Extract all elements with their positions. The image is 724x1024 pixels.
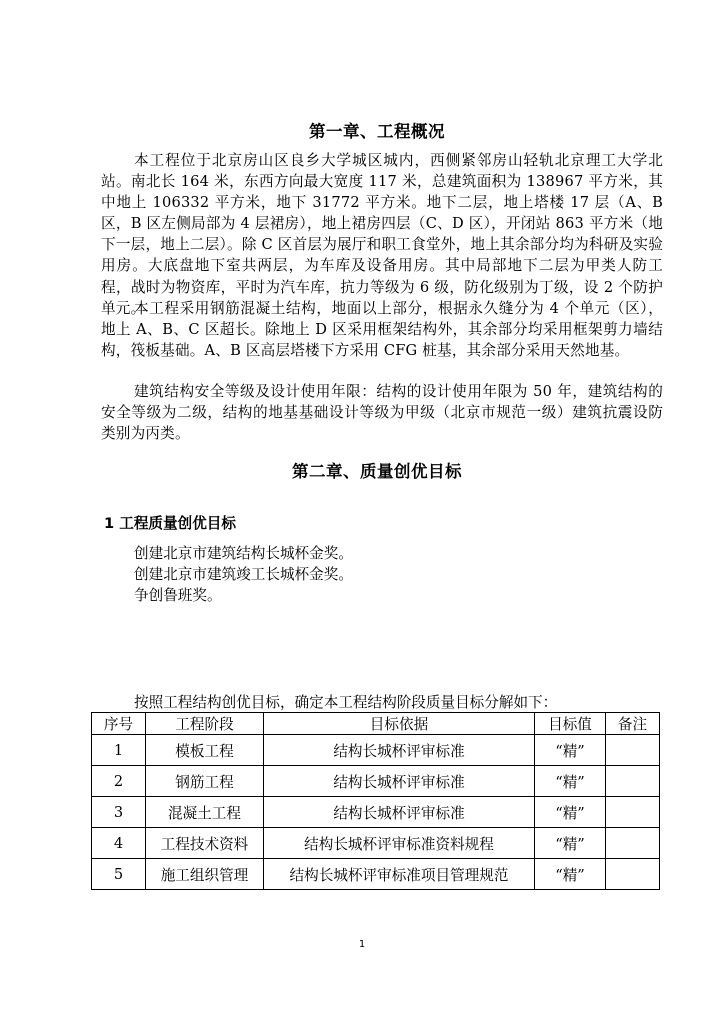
cell-remarks — [606, 797, 660, 828]
cell-index: 3 — [92, 797, 146, 828]
chapter-1-title: 第一章、工程概况 — [309, 122, 445, 141]
header-target: 目标值 — [535, 713, 606, 735]
goal-item: 创建北京市建筑结构长城杯金奖。 — [134, 545, 353, 562]
cell-basis: 结构长城杯评审标准 — [264, 766, 535, 797]
cell-remarks — [606, 735, 660, 766]
header-index: 序号 — [92, 713, 146, 735]
header-stage: 工程阶段 — [146, 713, 264, 735]
cell-target: “精” — [535, 828, 606, 859]
cell-basis: 结构长城杯评审标准 — [264, 797, 535, 828]
cell-index: 1 — [92, 735, 146, 766]
quality-goals-list — [134, 543, 353, 606]
cell-remarks — [606, 828, 660, 859]
chapter-2-title: 第二章、质量创优目标 — [292, 462, 462, 481]
cell-stage: 工程技术资料 — [146, 828, 264, 859]
cell-stage: 模板工程 — [146, 735, 264, 766]
cell-stage: 钢筋工程 — [146, 766, 264, 797]
table-row — [92, 766, 660, 797]
goal-item: 创建北京市建筑竣工长城杯金奖。 — [134, 566, 353, 583]
cell-target: “精” — [535, 766, 606, 797]
cell-remarks — [606, 766, 660, 797]
page-number: 1 — [358, 939, 366, 950]
project-overview-paragraph-2: 本工程采用钢筋混凝土结构，地面以上部分，根据永久缝分为 4 个单元（区），地上 A、B、C 区超长。除地上 D 区采用框架结构外，其余部分均采用框架剪力墙结构，筏板基础。A、B 区高层塔楼下方采用 CFG 桩基，其余部分采用天然地基。 — [101, 300, 663, 360]
header-remarks: 备注 — [606, 713, 660, 735]
project-overview-paragraph-3: 建筑结构安全等级及设计使用年限：结构的设计使用年限为 50 年，建筑结构的安全等级为二级，结构的地基基础设计等级为甲级（北京市规范一级）建筑抗震设防类别为丙类。 — [101, 383, 663, 443]
cell-basis: 结构长城杯评审标准资料规程 — [264, 828, 535, 859]
cell-basis: 结构长城杯评审标准项目管理规范 — [264, 859, 535, 890]
project-overview-paragraph-1: 本工程位于北京房山区良乡大学城区城内，西侧紧邻房山轻轨北京理工大学北站。南北长 164 米，东西方向最大宽度 117 米，总建筑面积为 138967 平方米，其中地上 106332 平方米，地下 31772 平方米。地下二层，地上塔楼 17 层（A、B 区，B 区左侧局部为 4 层裙房），地上裙房四层（C、D 区），开闭站 863 平方米（地下一层，地上二层）。除 C 区首层为展厅和职工食堂外，地上其余部分均为科研及实验用房。大底盘地下室共两层，为车库及设备用房。其中局部地下二层为甲类人防工程，战时为物资库，平时为汽车库，抗力等级为 6 级，防化级别为丁级，设 2 个防护单元。 — [101, 152, 663, 317]
header-basis: 目标依据 — [264, 713, 535, 735]
cell-target: “精” — [535, 859, 606, 890]
table-row — [92, 797, 660, 828]
table-row — [92, 735, 660, 766]
table-row — [92, 828, 660, 859]
cell-remarks — [606, 859, 660, 890]
goal-item: 争创鲁班奖。 — [134, 587, 222, 604]
table-intro: 按照工程结构创优目标，确定本工程结构阶段质量目标分解如下： — [134, 694, 558, 711]
quality-target-table — [91, 712, 660, 890]
cell-index: 5 — [92, 859, 146, 890]
section-1-title: 1 工程质量创优目标 — [104, 515, 236, 532]
table-header-row — [92, 713, 660, 735]
cell-stage: 混凝土工程 — [146, 797, 264, 828]
cell-index: 2 — [92, 766, 146, 797]
cell-stage: 施工组织管理 — [146, 859, 264, 890]
cell-index: 4 — [92, 828, 146, 859]
cell-target: “精” — [535, 797, 606, 828]
table-row — [92, 859, 660, 890]
cell-basis: 结构长城杯评审标准 — [264, 735, 535, 766]
cell-target: “精” — [535, 735, 606, 766]
